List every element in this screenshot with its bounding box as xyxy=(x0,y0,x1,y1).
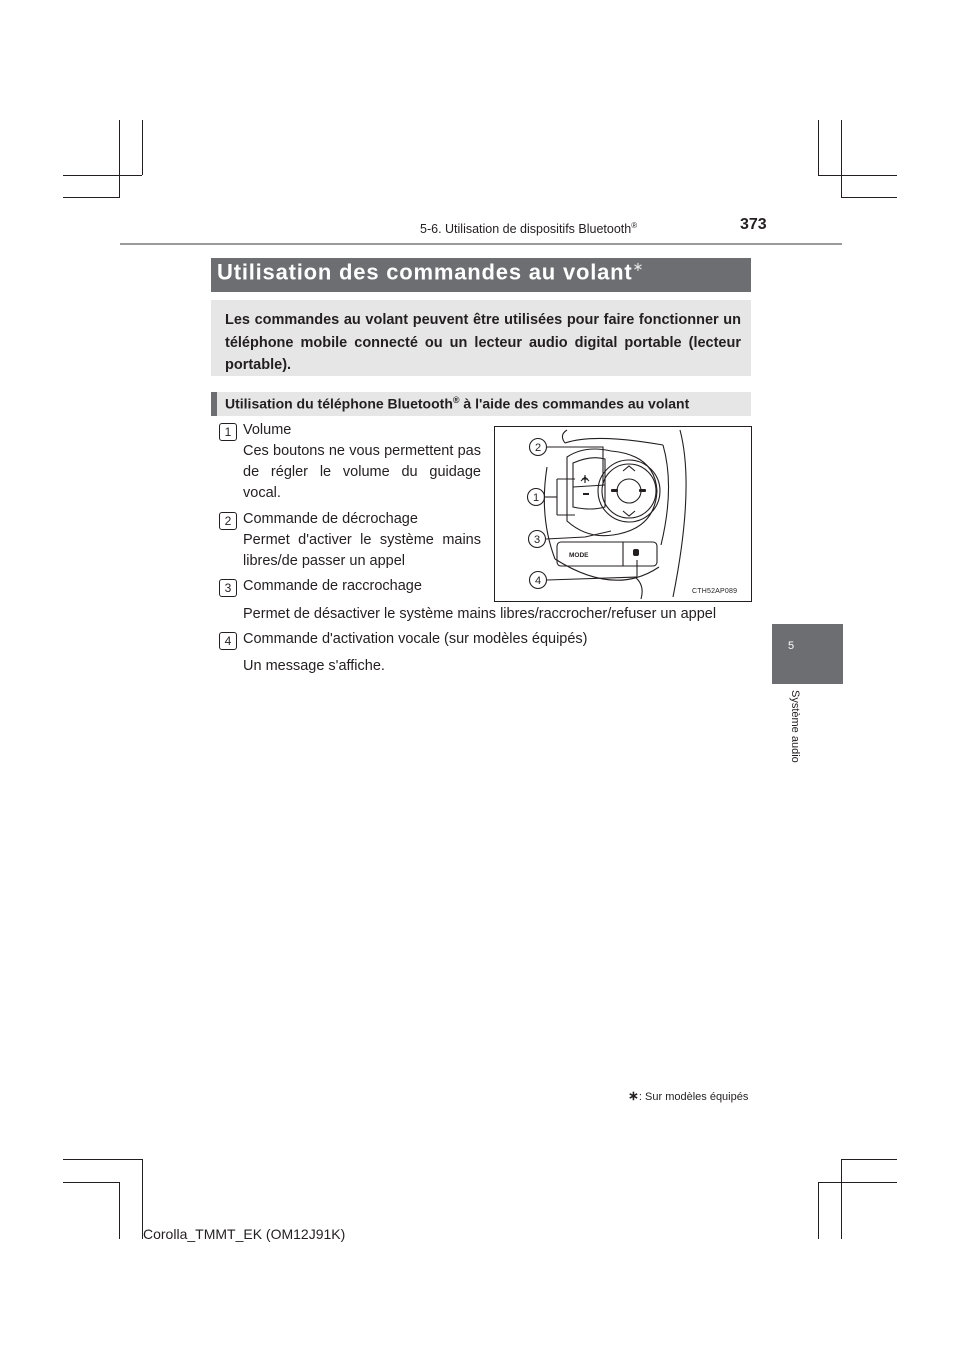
chapter-label: Système audio xyxy=(789,690,801,763)
subheading-accent xyxy=(211,392,217,416)
subheading xyxy=(225,395,689,412)
page-title-text: Utilisation des commandes au volant xyxy=(217,259,633,285)
figure-code: CTH52AP089 xyxy=(692,588,738,595)
item-number-4: 4 xyxy=(219,632,237,650)
page-title xyxy=(217,259,644,285)
chapter-label-container xyxy=(789,690,803,790)
section-header xyxy=(420,221,637,236)
steering-wheel-figure xyxy=(494,426,752,602)
item-title-1: Volume xyxy=(243,422,292,438)
registered-mark: ® xyxy=(631,221,638,230)
item-desc-2: Permet d'activer le système mains libres/de passer un appel xyxy=(243,532,481,569)
section-header-text: 5-6. Utilisation de dispositifs Bluetooth xyxy=(420,222,632,237)
item-desc-4: Un message s'affiche. xyxy=(243,658,385,674)
intro-text: Les commandes au volant peuvent être utilisées pour faire fonctionner un téléphone mobile connecté ou un lecteur audio digital portable (lecteur portable). xyxy=(225,312,741,373)
callout-3: 3 xyxy=(533,534,541,546)
document-footer: Corolla_TMMT_EK (OM12J91K) xyxy=(143,1226,346,1242)
mode-button-label: MODE xyxy=(569,552,589,559)
page-number: 373 xyxy=(740,216,767,233)
subheading-text-after: à l'aide des commandes au volant xyxy=(459,395,690,412)
footnote xyxy=(628,1088,748,1104)
subheading-text-before: Utilisation du téléphone Bluetooth xyxy=(225,395,453,412)
chapter-tab xyxy=(772,624,843,684)
footnote-asterisk: ∗ xyxy=(628,1088,639,1103)
footnote-text: : Sur modèles équipés xyxy=(638,1091,749,1103)
item-number-3: 3 xyxy=(219,579,237,597)
item-desc-3: Permet de désactiver le système mains libres/raccrocher/refuser un appel xyxy=(243,606,717,622)
item-title-4: Commande d'activation vocale (sur modèles équipés) xyxy=(243,631,588,647)
item-title-2: Commande de décrochage xyxy=(243,511,418,527)
subheading-registered-mark: ® xyxy=(452,395,460,405)
header-rule xyxy=(120,243,842,245)
chapter-number: 5 xyxy=(788,640,795,652)
item-desc-1: Ces boutons ne vous permettent pas de régler le volume du guidage vocal. xyxy=(243,443,481,501)
item-title-3: Commande de raccrochage xyxy=(243,578,422,594)
callout-4: 4 xyxy=(534,575,542,587)
item-number-2: 2 xyxy=(219,512,237,530)
callout-1: 1 xyxy=(532,492,540,504)
title-asterisk: ∗ xyxy=(632,259,645,274)
item-number-1: 1 xyxy=(219,423,237,441)
steering-wheel-illustration xyxy=(495,427,751,601)
callout-2: 2 xyxy=(534,442,542,454)
